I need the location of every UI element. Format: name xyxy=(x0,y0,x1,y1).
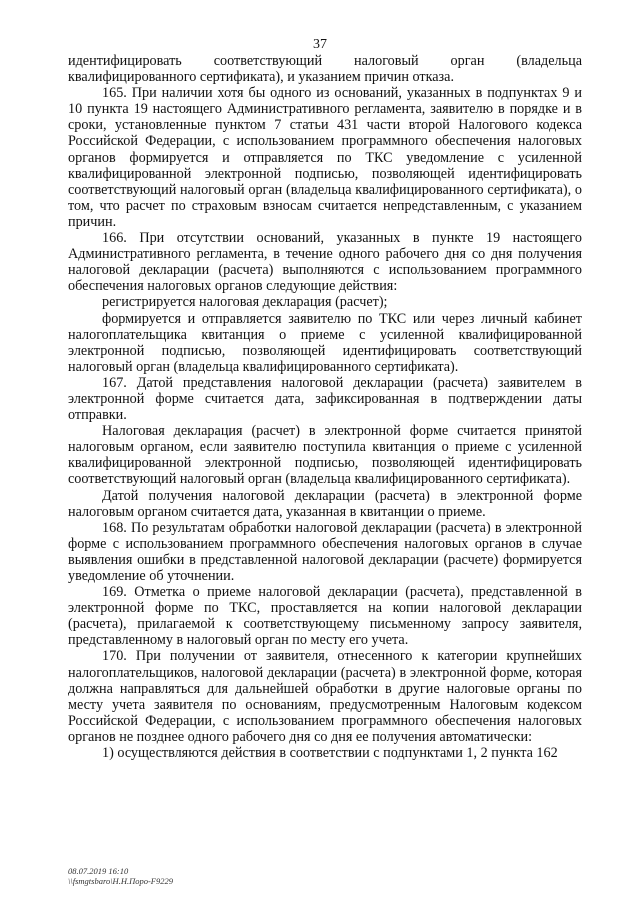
paragraph-169: 169. Отметка о приеме налоговой декларации (расчета), представленной в электронной форме по ТКС, проставляется на копии налоговой декларации (расчета), прилагаемой к соответствующему письменному запросу заявителя, представленному в налоговый орган по месту его учета. xyxy=(68,584,582,649)
document-body xyxy=(68,53,582,761)
paragraph-167-accepted: Налоговая декларация (расчет) в электронной форме считается принятой налоговым органом, если заявителю поступила квитанция о приеме с усиленной квалифицированной электронной подписью, позволяющей идентифицировать соответствующий налоговый орган (владельца квалифицированного сертификата). xyxy=(68,423,582,488)
paragraph-170: 170. При получении от заявителя, отнесенного к категории крупнейших налогоплательщиков, налоговой декларации (расчета) в электронной форме, которая должна направляться для дальнейшей обработки в другие налоговые органы по месту учета заявителя по основаниям, предусмотренным Налоговым кодексом Российской Федерации, с использованием программного обеспечения налоговых органов не позднее одного рабочего дня со дня ее получения автоматически: xyxy=(68,648,582,745)
paragraph-166-item-register: регистрируется налоговая декларация (расчет); xyxy=(102,294,388,311)
paragraph-170-item-1: 1) осуществляются действия в соответствии с подпунктами 1, 2 пункта 162 xyxy=(102,745,558,762)
footer-timestamp: 08.07.2019 16:10 xyxy=(68,866,129,876)
paragraph-168: 168. По результатам обработки налоговой декларации (расчета) в электронной форме с использованием программного обеспечения налоговых органов в случае выявления ошибки в представленной налоговой декларации (расчете) формируется уведомление об уточнении. xyxy=(68,519,582,584)
page-number: 37 xyxy=(313,37,327,52)
paragraph-continuation: идентифицировать соответствующий налоговый орган (владельца квалифицированного сертификата), и указанием причин отказа. xyxy=(68,53,582,86)
print-footer xyxy=(68,866,173,886)
paragraph-166: 166. При отсутствии оснований, указанных в пункте 19 настоящего Административного регламента, в течение одного рабочего дня со дня получения налоговой декларации (расчета) выполняются с использованием программного обеспечения налоговых органов следующие действия: xyxy=(68,230,582,295)
paragraph-167: 167. Датой представления налоговой декларации (расчета) заявителем в электронной форме считается дата, зафиксированная в подтверждении даты отправки. xyxy=(68,374,582,424)
paragraph-165: 165. При наличии хотя бы одного из оснований, указанных в подпунктах 9 и 10 пункта 19 настоящего Административного регламента, заявителю в порядке и в сроки, установленные пунктом 7 статьи 431 части второй Налогового кодекса Российской Федерации, с использованием программного обеспечения налоговых органов формируется и отправляется по ТКС уведомление с усиленной квалифицированной электронной подписью, позволяющей идентифицировать соответствующий налоговый орган (владельца квалифицированного сертификата), о том, что расчет по страховым взносам считается непредставленным, с указанием причин. xyxy=(68,85,582,230)
footer-file-path: \\fsmgtsbaro\Н.Н.Поро-F9229 xyxy=(68,876,173,886)
paragraph-167-receipt-date: Датой получения налоговой декларации (расчета) в электронной форме налоговым органом считается дата, указанная в квитанции о приеме. xyxy=(68,487,582,520)
paragraph-166-item-receipt: формируется и отправляется заявителю по ТКС или через личный кабинет налогоплательщика квитанция о приеме с усиленной квалифицированной электронной подписью, позволяющей идентифицировать соответствующий налоговый орган (владельца квалифицированного сертификата). xyxy=(68,310,582,375)
